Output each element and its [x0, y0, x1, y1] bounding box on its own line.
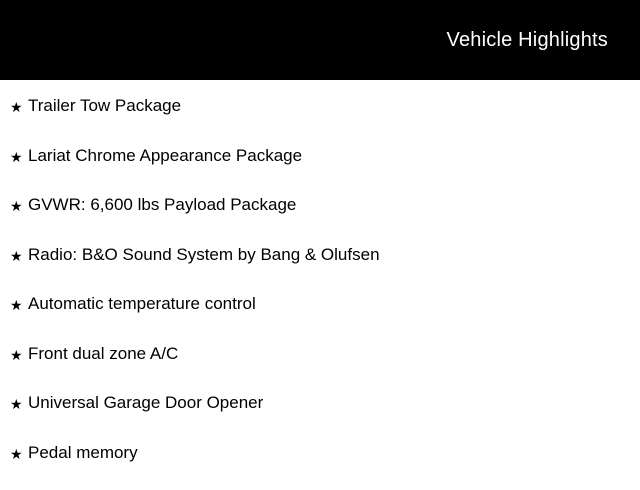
list-item — [0, 243, 640, 293]
highlight-label: Trailer Tow Package — [28, 94, 181, 118]
highlight-label: Front dual zone A/C — [28, 342, 178, 366]
page-title: Vehicle Highlights — [447, 30, 608, 50]
list-item — [0, 144, 640, 194]
list-item — [0, 94, 640, 144]
highlight-label: Pedal memory — [28, 441, 138, 465]
list-item — [0, 391, 640, 441]
list-item — [0, 342, 640, 392]
star-icon: ★ — [10, 292, 28, 317]
star-icon: ★ — [10, 193, 28, 218]
highlight-label: GVWR: 6,600 lbs Payload Package — [28, 193, 296, 217]
star-icon: ★ — [10, 94, 28, 119]
highlight-label: Universal Garage Door Opener — [28, 391, 263, 415]
list-item — [0, 292, 640, 342]
star-icon: ★ — [10, 144, 28, 169]
highlight-label: Lariat Chrome Appearance Package — [28, 144, 302, 168]
star-icon: ★ — [10, 391, 28, 416]
highlight-label: Radio: B&O Sound System by Bang & Olufsen — [28, 243, 380, 267]
list-item — [0, 193, 640, 243]
star-icon: ★ — [10, 342, 28, 367]
vehicle-highlights-list — [0, 80, 640, 490]
highlight-label: Automatic temperature control — [28, 292, 256, 316]
header-bar — [0, 0, 640, 80]
star-icon: ★ — [10, 441, 28, 466]
star-icon: ★ — [10, 243, 28, 268]
list-item — [0, 441, 640, 490]
